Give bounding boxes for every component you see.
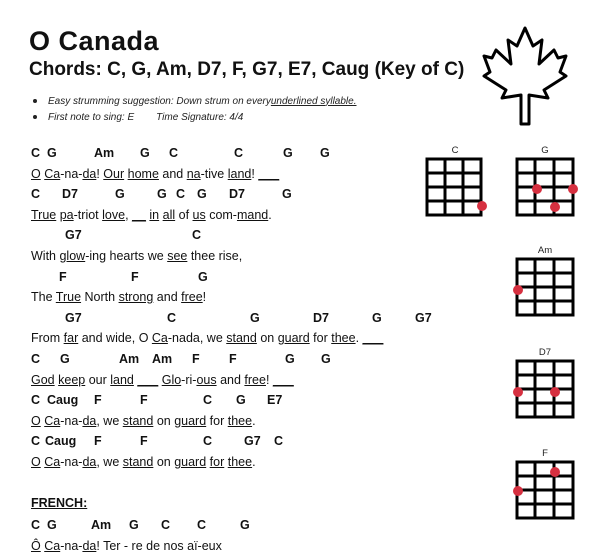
lyric-text: , we — [96, 454, 123, 469]
lyric-text: and wide, O — [78, 331, 152, 346]
strum-syllable: strong — [118, 290, 154, 305]
strum-note — [33, 93, 357, 109]
lyric-text: on — [256, 331, 278, 346]
strum-syllable: Our — [103, 166, 125, 181]
lyric-text: for — [206, 413, 228, 428]
chord-symbol: G — [47, 146, 57, 160]
first-note-text: First note to sing: E — [48, 111, 135, 123]
strum-syllable: __ — [132, 207, 146, 222]
chords-subtitle: Chords: C, G, Am, D7, F, G7, E7, Caug (Key of C) — [29, 59, 465, 80]
lyric-line — [31, 290, 451, 311]
lyric-text: thee rise, — [187, 248, 243, 263]
chord-symbol: F — [140, 393, 148, 408]
chord-symbol: F — [59, 269, 67, 284]
strum-syllable: O — [31, 166, 41, 181]
chord-symbol: G7 — [65, 310, 82, 325]
chord-symbol: Caug — [47, 393, 79, 408]
chord-symbol: C — [203, 393, 213, 408]
lyric-text: -na- — [60, 413, 83, 428]
time-signature: Time Signature: 4/4 — [156, 111, 244, 123]
chord-symbol: G — [115, 187, 125, 202]
lyric-text: -ri- — [181, 372, 197, 387]
strum-syllable: thee — [331, 331, 356, 346]
chord-symbol: C — [31, 351, 41, 366]
lyric-text: . — [268, 207, 272, 222]
first-note — [33, 109, 357, 125]
chord-line — [31, 228, 451, 249]
lyric-line — [31, 167, 451, 188]
bullet — [33, 99, 37, 103]
chord-symbol: F — [131, 269, 139, 284]
strum-syllable: Ca — [44, 166, 61, 181]
strum-syllable: ous — [196, 372, 217, 387]
strum-syllable: ___ — [272, 372, 294, 387]
strum-syllable: far — [63, 331, 79, 346]
lyric-text: ! Ter - re de nos aï-eux — [96, 539, 222, 553]
diagram-label-c: C — [451, 145, 459, 156]
strum-syllable: all — [162, 207, 176, 222]
strum-syllable: da — [82, 166, 97, 181]
page-title: O Canada — [29, 26, 160, 56]
strum-syllable: glow — [59, 248, 86, 263]
strum-syllable: stand — [122, 413, 154, 428]
chord-diagram-am — [513, 257, 577, 319]
chord-symbol: F — [140, 434, 148, 449]
chord-line — [31, 187, 451, 208]
diagram-label-d7: D7 — [538, 347, 552, 358]
chord-symbol: G — [282, 187, 292, 202]
lyric-text: ! — [265, 372, 273, 387]
chord-symbol: G — [197, 187, 207, 202]
lyric-text: ! — [202, 290, 207, 305]
chord-symbol: G — [372, 310, 382, 325]
french-heading: FRENCH: — [31, 496, 88, 510]
strum-syllable: da — [82, 454, 97, 469]
chord-symbol: C — [31, 434, 41, 449]
strum-syllable: mand — [236, 207, 269, 222]
strum-syllable: land — [227, 166, 252, 181]
chord-line — [31, 146, 451, 167]
chord-symbol: G7 — [65, 228, 82, 243]
strum-syllable: Ca — [44, 539, 61, 553]
strum-syllable: pa — [59, 207, 74, 222]
strum-syllable: keep — [58, 372, 86, 387]
strum-syllable: stand — [122, 454, 154, 469]
strum-syllable: Glo — [161, 372, 182, 387]
chord-symbol: G — [47, 518, 57, 532]
chord-symbol: C — [197, 518, 207, 532]
lyric-text: North — [81, 290, 119, 305]
chord-symbol: F — [229, 351, 237, 366]
lyric-line — [31, 455, 451, 476]
strum-syllable: us — [192, 207, 206, 222]
chord-symbol: D7 — [62, 187, 78, 202]
strum-syllable: Ô — [31, 539, 41, 553]
lyric-text: , — [125, 207, 133, 222]
strum-syllable: thee — [227, 413, 253, 428]
chord-symbol: D7 — [313, 310, 329, 325]
strum-syllable: Ca — [44, 413, 61, 428]
song-lyrics — [31, 146, 451, 476]
chord-symbol: C — [274, 434, 284, 449]
french-lyric-line — [31, 539, 222, 553]
strum-syllable: Ca — [44, 454, 61, 469]
strum-syllable: God — [31, 372, 55, 387]
strum-syllable: for — [209, 454, 225, 469]
notes-list — [33, 93, 357, 125]
strum-syllable: love — [102, 207, 126, 222]
strum-syllable: home — [127, 166, 159, 181]
chord-symbol: G — [283, 146, 293, 160]
chord-symbol: C — [31, 187, 41, 202]
chord-symbol: C — [161, 518, 171, 532]
chord-symbol: Am — [152, 351, 173, 366]
chord-diagram-g — [515, 157, 579, 219]
chord-symbol: C — [176, 187, 186, 202]
lyric-text: . — [252, 413, 256, 428]
bullet — [33, 115, 37, 119]
chord-symbol: Am — [119, 351, 140, 366]
chord-symbol: G7 — [415, 310, 432, 325]
strum-syllable: guard — [174, 454, 207, 469]
lyric-text: and — [216, 372, 245, 387]
chord-symbol: C — [31, 518, 41, 532]
strum-syllable: Ca — [151, 331, 168, 346]
chord-diagram-d7 — [513, 359, 577, 421]
strum-underlined: underlined syllable. — [270, 95, 357, 107]
finger-dot — [513, 285, 523, 295]
chord-symbol: Caug — [45, 434, 77, 449]
lyric-text: of — [175, 207, 193, 222]
chord-line — [31, 270, 451, 291]
chord-symbol: C — [192, 228, 202, 243]
finger-dot — [550, 467, 560, 477]
strum-syllable: da — [82, 413, 97, 428]
chord-symbol: G — [198, 269, 208, 284]
chord-symbol: F — [94, 434, 102, 449]
lyric-text: for — [309, 331, 332, 346]
chord-diagram-f — [513, 460, 577, 522]
strum-syllable: ___ — [362, 331, 384, 346]
lyric-text: on — [153, 454, 175, 469]
strum-syllable: guard — [277, 331, 310, 346]
lyric-text: -triot — [73, 207, 103, 222]
strum-text: Easy strumming suggestion: Down strum on every — [48, 95, 271, 107]
lyric-text: on — [153, 413, 175, 428]
chord-line — [31, 393, 451, 414]
chord-symbol: C — [167, 310, 177, 325]
strum-syllable: True — [31, 207, 57, 222]
lyric-text: ! — [96, 166, 104, 181]
diagram-label-f: F — [542, 448, 548, 459]
chord-symbol: C — [31, 393, 41, 408]
finger-dot — [477, 201, 487, 211]
lyric-text: -nada, we — [167, 331, 227, 346]
strum-syllable: land — [110, 372, 134, 387]
chord-symbol: G — [250, 310, 260, 325]
lyric-text: From — [31, 331, 64, 346]
strum-syllable: ___ — [137, 372, 159, 387]
lyric-text: and — [153, 290, 182, 305]
strum-syllable: da — [82, 539, 97, 553]
chord-symbol: C — [203, 434, 213, 449]
finger-dot — [568, 184, 578, 194]
lyric-text: , we — [96, 413, 123, 428]
finger-dot — [532, 184, 542, 194]
chord-symbol: C — [169, 146, 179, 160]
chord-symbol: D7 — [229, 187, 245, 202]
lyric-line — [31, 208, 451, 229]
chord-symbol: G — [285, 351, 295, 366]
lyric-line — [31, 373, 451, 394]
chord-symbol: F — [94, 393, 102, 408]
strum-syllable: True — [55, 290, 82, 305]
strum-syllable: guard — [174, 413, 207, 428]
lyric-text: our — [85, 372, 111, 387]
maple-leaf-icon — [482, 26, 568, 126]
finger-dot — [550, 202, 560, 212]
chord-symbol: C — [31, 146, 41, 160]
finger-dot — [513, 387, 523, 397]
chord-symbol: C — [234, 146, 244, 160]
lyric-text: The — [31, 290, 56, 305]
lyric-text: With — [31, 248, 60, 263]
lyric-line — [31, 249, 451, 270]
chord-symbol: G — [157, 187, 167, 202]
chord-symbol: G — [129, 518, 139, 532]
chord-symbol: G — [236, 393, 246, 408]
strum-syllable: thee — [227, 454, 253, 469]
strum-syllable: na — [186, 166, 201, 181]
diagram-label-g: G — [541, 145, 549, 156]
chord-symbol: G — [320, 146, 330, 160]
chord-symbol: Am — [94, 146, 115, 160]
chord-symbol: G — [140, 146, 150, 160]
strum-syllable: stand — [226, 331, 257, 346]
strum-syllable: O — [31, 413, 41, 428]
lyric-line — [31, 331, 451, 352]
french-chord-line — [31, 518, 451, 538]
chord-line — [31, 434, 451, 455]
finger-dot — [513, 486, 523, 496]
chord-symbol: G — [240, 518, 250, 532]
chord-symbol: E7 — [267, 393, 283, 408]
lyric-text: and — [158, 166, 187, 181]
chord-symbol: F — [192, 351, 200, 366]
lyric-text: . — [355, 331, 363, 346]
strum-syllable: free — [181, 290, 203, 305]
lyric-text: -na- — [60, 166, 83, 181]
strum-syllable: ___ — [258, 166, 280, 181]
lyric-text: -tive — [200, 166, 228, 181]
chord-symbol: Am — [91, 518, 112, 532]
lyric-text: -na- — [60, 539, 83, 553]
strum-syllable: in — [149, 207, 160, 222]
chord-symbol: G — [60, 351, 70, 366]
lyric-text: ! — [251, 166, 259, 181]
chord-line — [31, 352, 451, 373]
lyric-text: -na- — [60, 454, 83, 469]
diagram-label-am: Am — [537, 245, 553, 256]
chord-diagram-c — [425, 157, 489, 219]
chord-symbol: G — [321, 351, 331, 366]
strum-syllable: see — [167, 248, 188, 263]
lyric-text: -ing hearts we — [85, 248, 168, 263]
lyric-text: com- — [205, 207, 237, 222]
chord-line — [31, 311, 451, 332]
strum-syllable: O — [31, 454, 41, 469]
lyric-line — [31, 414, 451, 435]
strum-syllable: free — [244, 372, 266, 387]
chord-symbol: G7 — [244, 434, 261, 449]
finger-dot — [550, 387, 560, 397]
lyric-text: . — [252, 454, 256, 469]
